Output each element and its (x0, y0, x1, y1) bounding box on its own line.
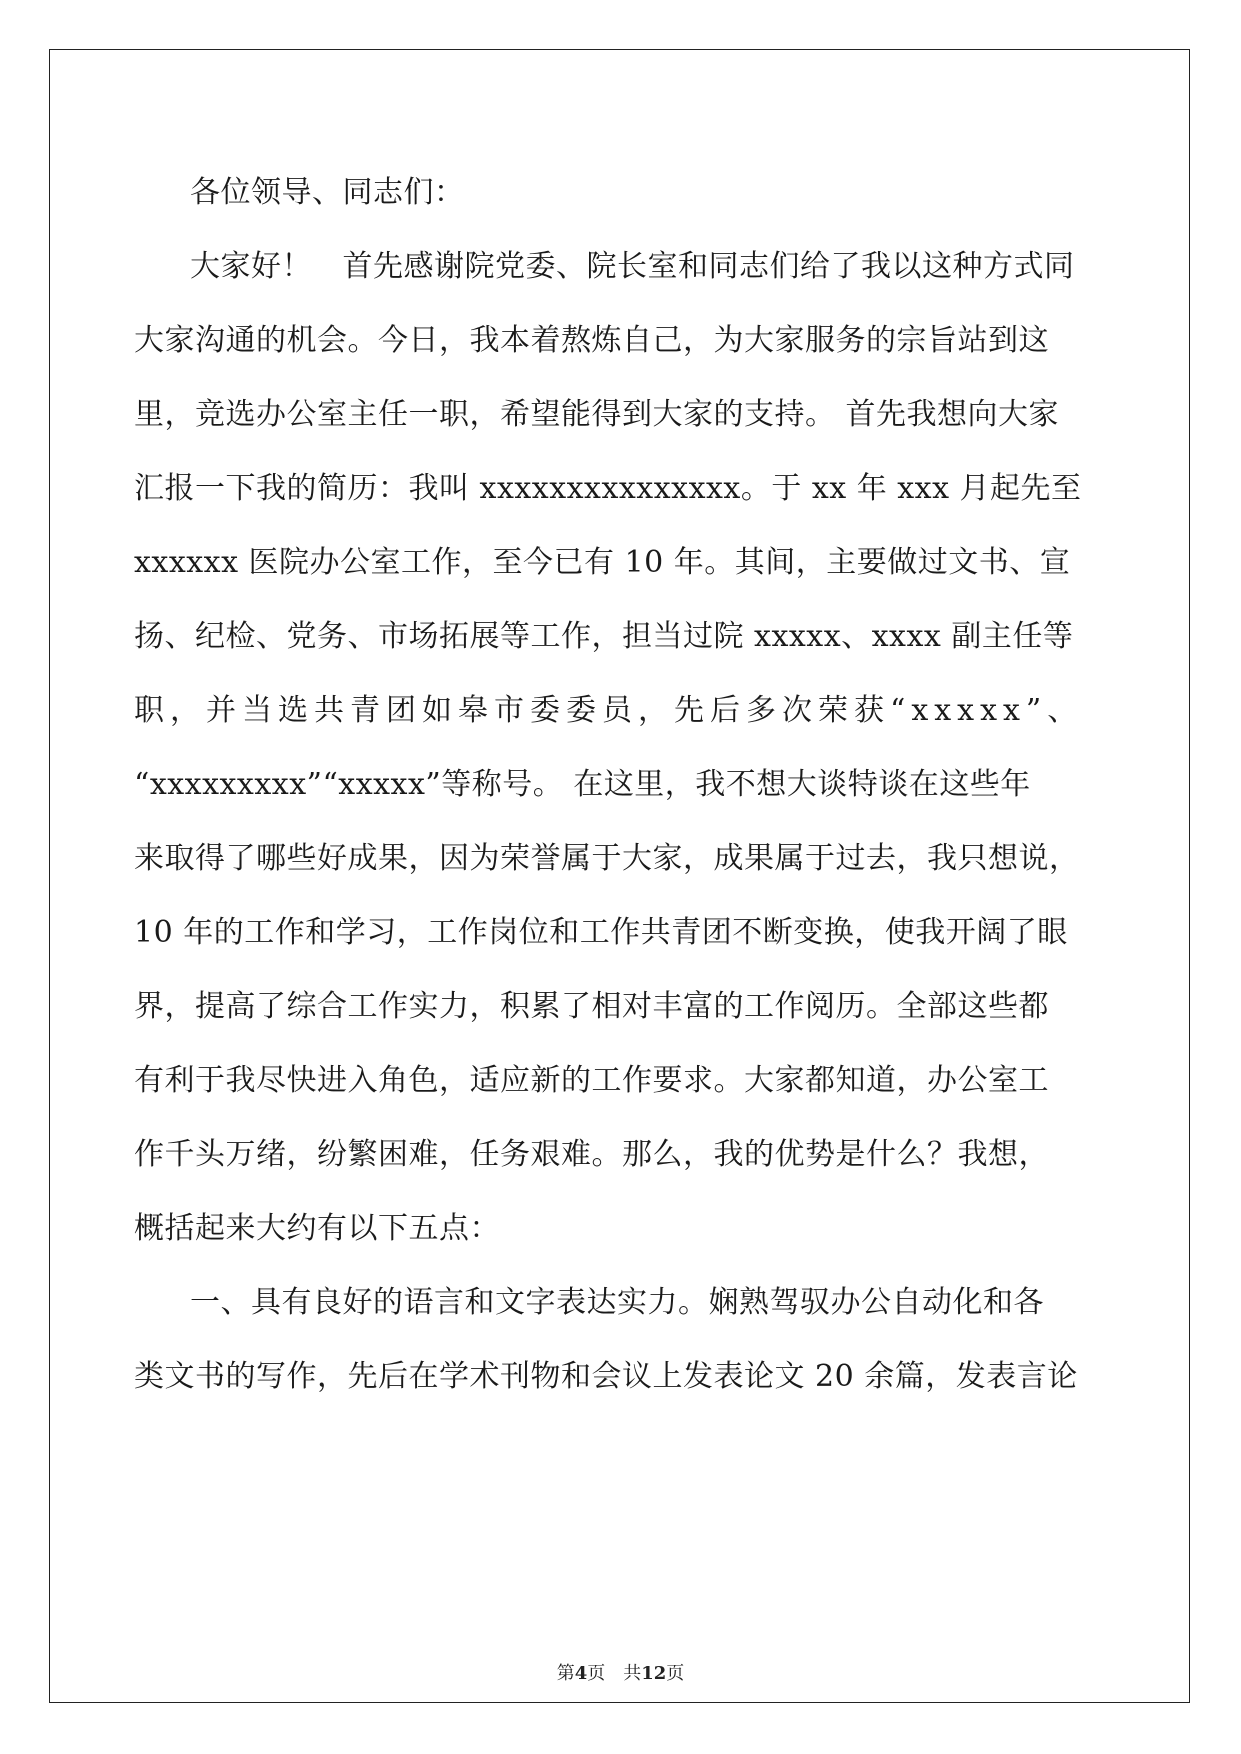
body-line: 大家沟通的机会。今日，我本着熬炼自己，为大家服务的宗旨站到这 (134, 323, 1049, 358)
body-line: 里，竞选办公室主任一职，希望能得到大家的支持。 首先我想向大家 (134, 397, 1060, 432)
body-line: “xxxxxxxxx”“xxxxx”等称号。 在这里，我不想大谈特谈在这些年 (134, 767, 1031, 802)
body-line: 界，提高了综合工作实力，积累了相对丰富的工作阅历。全部这些都 (134, 989, 1049, 1024)
body-line: 作千头万绪，纷繁困难，任务艰难。那么，我的优势是什么？我想， (134, 1137, 1049, 1172)
body-line: 一、具有良好的语言和文字表达实力。娴熟驾驭办公自动化和各 (190, 1285, 1044, 1320)
body-line: 类文书的写作，先后在学术刊物和会议上发表论文 20 余篇，发表言论 (134, 1359, 1078, 1394)
footer-current-page: 4 (574, 1663, 588, 1684)
body-line: 有利于我尽快进入角色，适应新的工作要求。大家都知道，办公室工 (134, 1063, 1049, 1098)
page-footer (0, 1660, 1241, 1688)
salutation-line: 各位领导、同志们： (190, 175, 465, 210)
body-line: 职，并当选共青团如皋市委委员，先后多次荣获“xxxxx”、 (134, 693, 1084, 728)
body-line: 概括起来大约有以下五点： (134, 1211, 500, 1246)
body-line: 汇报一下我的简历：我叫 xxxxxxxxxxxxxxx。于 xx 年 xxx 月起先至 (134, 471, 1082, 506)
footer-suffix: 页 (666, 1663, 685, 1684)
body-line: 来取得了哪些好成果，因为荣誉属于大家，成果属于过去，我只想说， (134, 841, 1080, 876)
body-line: xxxxxx 医院办公室工作，至今已有 10 年。其间，主要做过文书、宣 (134, 545, 1071, 580)
body-line: 大家好！ 首先感谢院党委、院长室和同志们给了我以这种方式同 (190, 249, 1075, 284)
body-line: 10 年的工作和学习，工作岗位和工作共青团不断变换，使我开阔了眼 (134, 915, 1068, 950)
body-line: 扬、纪检、党务、市场拓展等工作，担当过院 xxxxx、xxxx 副主任等 (134, 619, 1074, 654)
footer-mid: 页 共 (587, 1663, 642, 1684)
footer-prefix: 第 (556, 1663, 575, 1684)
footer-total-pages: 12 (641, 1663, 667, 1684)
